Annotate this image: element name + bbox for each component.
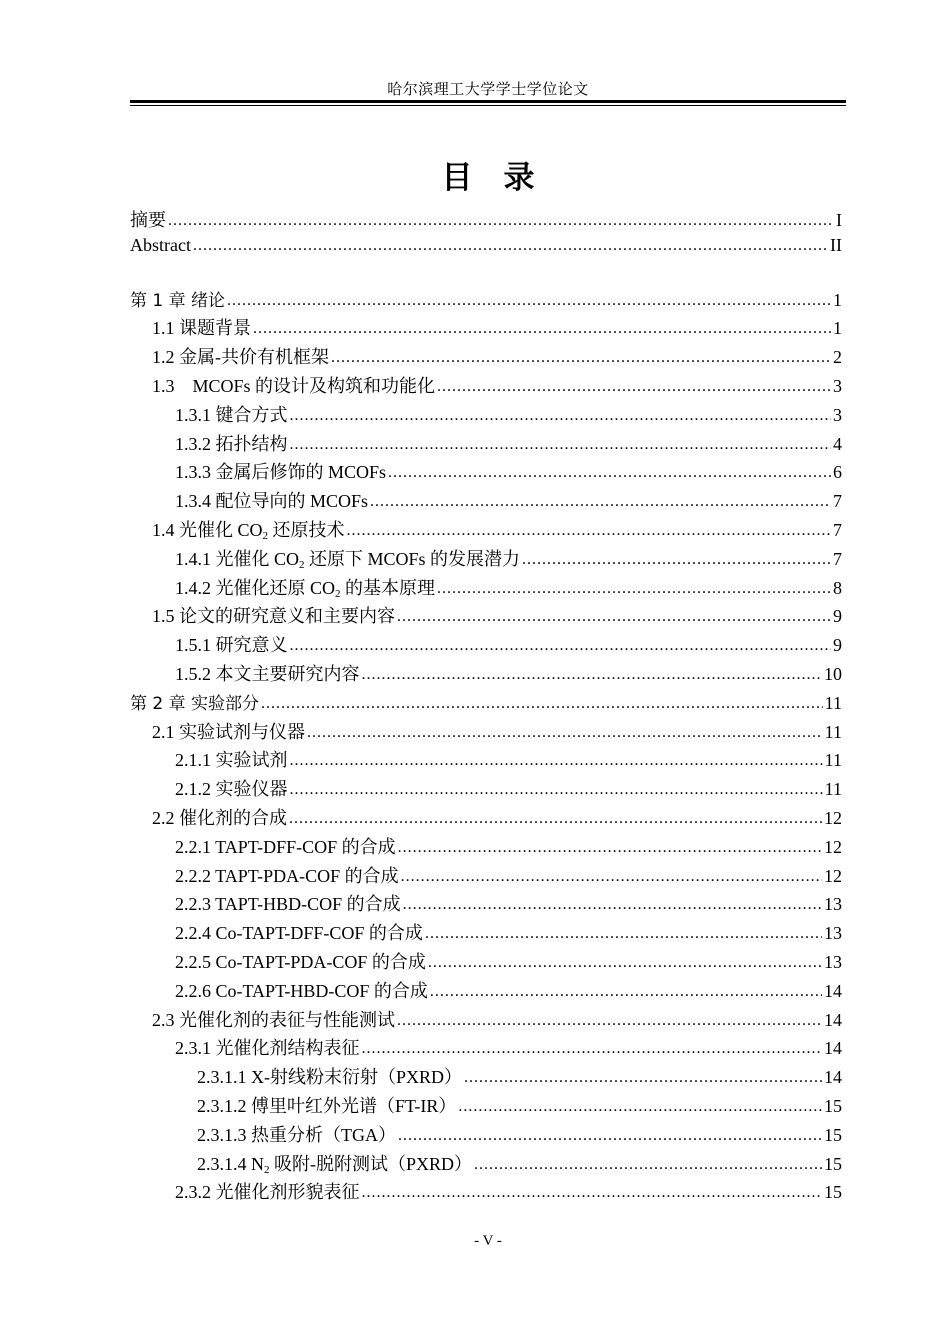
toc-entry[interactable] bbox=[130, 890, 842, 919]
toc-entry[interactable] bbox=[130, 343, 842, 372]
toc-entry[interactable] bbox=[130, 487, 842, 516]
toc-leader-dots bbox=[403, 893, 822, 914]
toc-entry-label: 1.5.2 本文主要研究内容 bbox=[175, 663, 360, 684]
toc-entry[interactable] bbox=[130, 1150, 842, 1179]
toc-page-number: I bbox=[836, 210, 842, 230]
toc-page-number: 12 bbox=[824, 836, 842, 857]
toc-page-number: 12 bbox=[824, 807, 842, 828]
toc-entry[interactable] bbox=[130, 718, 842, 747]
toc-entry-label: 1.4.2 光催化还原 $CO_2$ 的基本原理 bbox=[175, 577, 436, 600]
toc-page-number: 14 bbox=[824, 1038, 842, 1059]
toc-entry[interactable] bbox=[130, 602, 842, 631]
toc-leader-dots bbox=[362, 1181, 823, 1202]
table-of-contents bbox=[130, 206, 842, 1207]
toc-entry[interactable] bbox=[130, 977, 842, 1006]
toc-page-number: II bbox=[830, 234, 842, 255]
toc-entry[interactable] bbox=[130, 458, 842, 487]
toc-page-number: 15 bbox=[824, 1153, 842, 1174]
toc-entry-label: 2.2.4 Co-TAPT-DFF-COF 的合成 bbox=[175, 923, 423, 944]
toc-page-number: 2 bbox=[833, 347, 842, 368]
toc-entry[interactable] bbox=[130, 1034, 842, 1063]
toc-entry[interactable] bbox=[130, 660, 842, 689]
page-number: - V - bbox=[474, 1233, 502, 1249]
toc-leader-dots bbox=[290, 634, 832, 655]
toc-entry-label: 1.3.4 配位导向的 MCOFs bbox=[175, 491, 369, 512]
toc-leader-dots bbox=[464, 1066, 822, 1087]
toc-page-number: 13 bbox=[824, 894, 842, 915]
toc-leader-dots bbox=[430, 980, 822, 1001]
toc-entry-label: 1.4 光催化 $CO_2$ 还原技术 bbox=[152, 519, 345, 542]
toc-entry-label: 2.1.1 实验试剂 bbox=[175, 750, 288, 771]
toc-entry-label: 2.3.1.3 热重分析（TGA） bbox=[197, 1124, 396, 1145]
toc-leader-dots bbox=[398, 1124, 822, 1145]
toc-entry-label: Abstract bbox=[130, 234, 191, 255]
toc-leader-dots bbox=[261, 692, 823, 713]
toc-page-number: 13 bbox=[824, 923, 842, 944]
toc-page-number: 7 bbox=[833, 519, 842, 540]
toc-entry-label: 2.2.5 Co-TAPT-PDA-COF 的合成 bbox=[175, 951, 426, 972]
toc-leader-dots bbox=[474, 1153, 822, 1174]
toc-leader-dots bbox=[331, 346, 831, 367]
toc-page-number: 1 bbox=[833, 289, 842, 310]
toc-leader-dots bbox=[289, 807, 822, 828]
toc-page-number: 13 bbox=[824, 951, 842, 972]
toc-entry[interactable] bbox=[130, 430, 842, 459]
toc-leader-dots bbox=[397, 1009, 822, 1030]
toc-entry-label: 2.3.1.4 $N_2$ 吸附-脱附测试（PXRD） bbox=[197, 1153, 473, 1176]
toc-page-number: 9 bbox=[833, 635, 842, 656]
toc-entry[interactable] bbox=[130, 1121, 842, 1150]
toc-entry-label: 2.2.3 TAPT-HBD-COF 的合成 bbox=[175, 894, 401, 915]
toc-page-number: 14 bbox=[824, 1009, 842, 1030]
toc-leader-dots bbox=[522, 548, 831, 569]
toc-entry[interactable] bbox=[130, 206, 842, 235]
toc-page-number: 11 bbox=[824, 779, 842, 800]
toc-entry[interactable] bbox=[130, 1063, 842, 1092]
toc-leader-dots bbox=[290, 433, 832, 454]
toc-entry-label: 2.3.1 光催化剂结构表征 bbox=[175, 1038, 360, 1059]
toc-entry-label: 1.3 MCOFs 的设计及构筑和功能化 bbox=[152, 375, 436, 396]
toc-entry-label: 2.1.2 实验仪器 bbox=[175, 779, 288, 800]
toc-entry[interactable] bbox=[130, 746, 842, 775]
running-header: 哈尔滨理工大学学士学位论文 bbox=[387, 82, 589, 98]
toc-page-number: 14 bbox=[824, 980, 842, 1001]
toc-leader-dots bbox=[290, 404, 832, 425]
toc-entry[interactable] bbox=[130, 235, 842, 264]
toc-entry[interactable] bbox=[130, 1006, 842, 1035]
toc-page-number: 15 bbox=[824, 1124, 842, 1145]
toc-page-number: 4 bbox=[833, 433, 842, 454]
toc-entry[interactable] bbox=[130, 574, 842, 603]
toc-entry-label: 2.3 光催化剂的表征与性能测试 bbox=[152, 1009, 395, 1030]
toc-leader-dots bbox=[437, 577, 831, 598]
header-rule-thin bbox=[130, 105, 846, 106]
toc-leader-dots bbox=[370, 490, 831, 511]
toc-leader-dots bbox=[290, 778, 823, 799]
toc-entry-label: 1.5.1 研究意义 bbox=[175, 635, 288, 656]
toc-entry-label: 第 1 章 绪论 bbox=[130, 290, 226, 311]
toc-entry-label: 1.4.1 光催化 $CO_2$ 还原下 MCOFs 的发展潜力 bbox=[175, 548, 521, 571]
toc-page-number: 12 bbox=[824, 865, 842, 886]
toc-leader-dots bbox=[428, 951, 822, 972]
toc-entry[interactable] bbox=[130, 286, 842, 315]
toc-page-number: 11 bbox=[824, 750, 842, 771]
toc-entry-label: 1.3.2 拓扑结构 bbox=[175, 433, 288, 454]
toc-page-number: 3 bbox=[833, 404, 842, 425]
toc-entry-label: 1.2 金属-共价有机框架 bbox=[152, 347, 329, 368]
toc-entry[interactable] bbox=[130, 631, 842, 660]
toc-entry-label: 2.2.6 Co-TAPT-HBD-COF 的合成 bbox=[175, 980, 428, 1001]
toc-entry[interactable] bbox=[130, 314, 842, 343]
toc-entry-label: 2.3.1.1 X-射线粉末衍射（PXRD） bbox=[197, 1067, 463, 1088]
toc-entry-label: 2.2.2 TAPT-PDA-COF 的合成 bbox=[175, 865, 399, 886]
toc-entry[interactable] bbox=[130, 1092, 842, 1121]
toc-page-number: 9 bbox=[833, 606, 842, 627]
toc-entry-label: 第 2 章 实验部分 bbox=[130, 693, 260, 714]
toc-entry[interactable] bbox=[130, 804, 842, 833]
toc-entry[interactable] bbox=[130, 833, 842, 862]
toc-page-number: 8 bbox=[833, 577, 842, 598]
toc-entry[interactable] bbox=[130, 1178, 842, 1207]
toc-entry-label: 2.2.1 TAPT-DFF-COF 的合成 bbox=[175, 836, 396, 857]
toc-leader-dots bbox=[193, 234, 828, 255]
toc-entry-label: 摘要 bbox=[130, 210, 166, 230]
toc-entry[interactable] bbox=[130, 948, 842, 977]
toc-page-number: 1 bbox=[833, 318, 842, 339]
toc-page-number: 7 bbox=[833, 491, 842, 512]
toc-entry[interactable] bbox=[130, 775, 842, 804]
toc-page-number: 11 bbox=[824, 692, 842, 713]
toc-entry-label: 1.1 课题背景 bbox=[152, 318, 251, 339]
toc-entry-label: 1.5 论文的研究意义和主要内容 bbox=[152, 606, 395, 627]
toc-entry-label: 2.2 催化剂的合成 bbox=[152, 807, 287, 828]
toc-leader-dots bbox=[401, 865, 822, 886]
toc-entry[interactable] bbox=[130, 919, 842, 948]
toc-leader-dots bbox=[253, 317, 831, 338]
toc-entry[interactable] bbox=[130, 862, 842, 891]
toc-leader-dots bbox=[290, 749, 823, 770]
toc-leader-dots bbox=[362, 663, 823, 684]
toc-entry-label: 1.3.1 键合方式 bbox=[175, 404, 288, 425]
toc-page-number: 14 bbox=[824, 1067, 842, 1088]
toc-entry[interactable] bbox=[130, 545, 842, 574]
toc-page-number: 6 bbox=[833, 462, 842, 483]
toc-leader-dots bbox=[362, 1037, 823, 1058]
toc-leader-dots bbox=[397, 605, 831, 626]
toc-leader-dots bbox=[168, 209, 834, 230]
toc-leader-dots bbox=[458, 1095, 822, 1116]
toc-entry[interactable] bbox=[130, 372, 842, 401]
toc-leader-dots bbox=[347, 519, 831, 540]
toc-page-number: 7 bbox=[833, 548, 842, 569]
toc-leader-dots bbox=[227, 289, 831, 310]
toc-page-number: 10 bbox=[824, 663, 842, 684]
toc-page-number: 15 bbox=[824, 1182, 842, 1203]
toc-page-number: 15 bbox=[824, 1095, 842, 1116]
toc-entry-label: 2.3.2 光催化剂形貌表征 bbox=[175, 1182, 360, 1203]
toc-entry-label: 2.1 实验试剂与仪器 bbox=[152, 721, 305, 742]
toc-page-number: 11 bbox=[824, 721, 842, 742]
header-rule-thick bbox=[130, 100, 846, 103]
toc-entry-label: 2.3.1.2 傅里叶红外光谱（FT-IR） bbox=[197, 1095, 457, 1116]
toc-entry-label: 1.3.3 金属后修饰的 MCOFs bbox=[175, 462, 387, 483]
toc-entry[interactable] bbox=[130, 516, 842, 545]
toc-entry[interactable] bbox=[130, 689, 842, 718]
toc-page-number: 3 bbox=[833, 375, 842, 396]
toc-leader-dots bbox=[425, 922, 822, 943]
toc-leader-dots bbox=[437, 375, 831, 396]
toc-leader-dots bbox=[388, 461, 831, 482]
toc-entry[interactable] bbox=[130, 401, 842, 430]
toc-title: 目 录 bbox=[441, 160, 535, 196]
toc-leader-dots bbox=[307, 721, 823, 742]
toc-leader-dots bbox=[398, 836, 822, 857]
